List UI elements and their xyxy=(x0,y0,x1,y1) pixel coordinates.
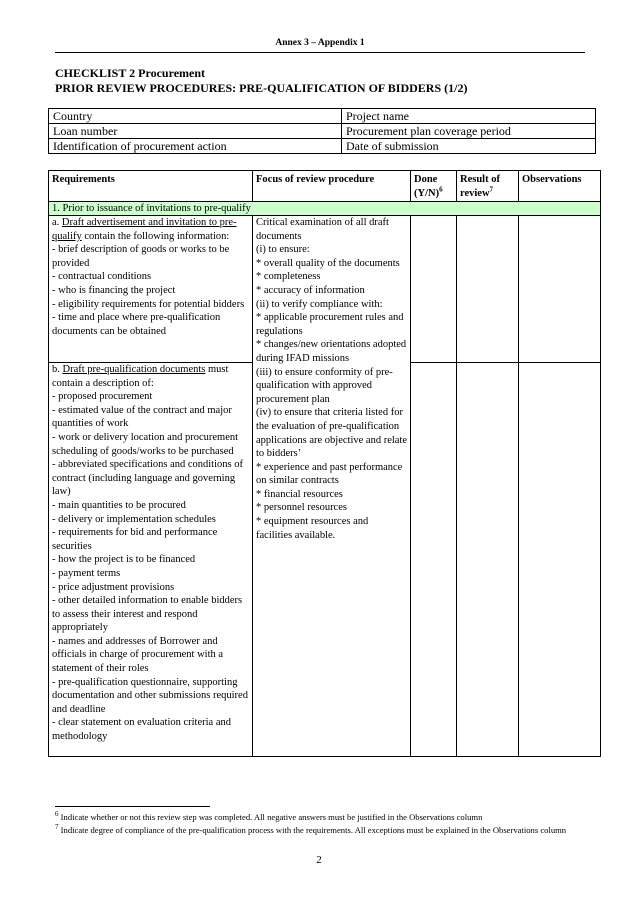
done-cell-b[interactable] xyxy=(411,363,457,757)
header-rule xyxy=(55,52,585,53)
requirement-line: - estimated value of the contract and major quantities of work xyxy=(52,404,232,430)
requirement-a-title: Draft advertisement and invitation to pre-qualify xyxy=(52,217,237,242)
title-line-1: CHECKLIST 2 Procurement xyxy=(55,66,206,80)
procurement-identification-field: Identification of procurement action xyxy=(49,139,342,154)
focus-line: * completeness xyxy=(256,271,321,283)
section-row xyxy=(49,202,601,216)
focus-line: * financial resources xyxy=(256,488,343,500)
requirement-line: - time and place where pre-qualification documents can be obtained xyxy=(52,312,221,337)
annex-header: Annex 3 – Appendix 1 xyxy=(275,38,365,48)
focus-line: * applicable procurement rules and regulations xyxy=(256,312,404,337)
country-field: Country xyxy=(49,109,342,124)
result-cell-b[interactable] xyxy=(457,363,519,757)
focus-header: Focus of review procedure xyxy=(253,171,411,202)
requirements-header: Requirements xyxy=(49,171,253,202)
observations-header: Observations xyxy=(519,171,601,202)
submission-date-field: Date of submission xyxy=(342,139,596,154)
plan-period-field: Procurement plan coverage period xyxy=(342,124,596,139)
requirement-line: - delivery or implementation schedules xyxy=(52,513,216,525)
requirement-line: - names and addresses of Borrower and officials in charge of procurement with a statement of their roles xyxy=(52,635,224,675)
requirement-line: - payment terms xyxy=(52,567,121,579)
focus-line: (iii) to ensure conformity of pre-qualification with approved procurement plan xyxy=(256,366,393,405)
focus-line: * changes/new orientations adopted during IFAD missions xyxy=(256,339,407,364)
requirement-a: a. Draft advertisement and invitation to pre-qualify contain the following information: - brief description of goods or works to be provided - contractual conditions - who is financing the project - eligibility requirements for potential bidders - time and place where pre-qualification documents can be obtained xyxy=(49,216,253,363)
requirement-line: contain the following information: xyxy=(81,230,230,242)
focus-line: Critical examination of all draft documents xyxy=(256,217,389,242)
requirement-line: must contain a description of: xyxy=(52,364,229,389)
table-header-row xyxy=(49,171,601,202)
checklist-title xyxy=(55,66,595,96)
project-name-field: Project name xyxy=(342,109,596,124)
review-checklist-table xyxy=(48,170,601,757)
loan-number-field: Loan number xyxy=(49,124,342,139)
focus-line: (iv) to ensure that criteria listed for the evaluation of pre-qualification applications are objective and relate to bidders’ xyxy=(256,407,408,460)
requirement-line: - how the project is to be financed xyxy=(52,554,196,566)
focus-of-review xyxy=(253,216,411,757)
section-1-heading: 1. Prior to issuance of invitations to pre-qualify xyxy=(49,202,601,216)
footnote-7: $^7$ Indicate degree of compliance of the pre-qualification process with the requirements. All exceptions must be explained in the Observations column xyxy=(55,823,567,835)
project-info-table xyxy=(48,108,596,154)
focus-line: * experience and past performance on similar contracts xyxy=(256,461,403,487)
observations-cell-a[interactable] xyxy=(519,216,601,363)
requirement-line: - requirements for bid and performance securities xyxy=(52,527,218,552)
requirement-line: - price adjustment provisions xyxy=(52,581,175,593)
requirement-line: - contractual conditions xyxy=(52,271,152,283)
requirement-line: - who is financing the project xyxy=(52,284,176,296)
done-cell-a[interactable] xyxy=(411,216,457,363)
requirement-line: - main quantities to be procured xyxy=(52,499,186,511)
requirement-line: - other detailed information to enable bidders to assess their interest and respond appropriately xyxy=(52,595,243,634)
footnotes xyxy=(55,812,585,838)
focus-line: * personnel resources xyxy=(256,502,347,514)
page-number: 2 xyxy=(316,854,322,866)
footnote-rule xyxy=(55,806,210,807)
requirement-line: - eligibility requirements for potential bidders xyxy=(52,298,245,310)
title-line-2: PRIOR REVIEW PROCEDURES: PRE-QUALIFICATION OF BIDDERS (1/2) xyxy=(55,81,468,95)
done-header: Done $(Y/N)^6$ xyxy=(411,171,457,202)
requirement-line: - brief description of goods or works to be provided xyxy=(52,244,230,269)
requirement-line: - proposed procurement xyxy=(52,391,153,403)
result-cell-a[interactable] xyxy=(457,216,519,363)
footnote-ref-7: 7 xyxy=(489,185,494,194)
requirement-line: - abbreviated specifications and conditions of contract (including language and governing law) xyxy=(52,459,243,498)
observations-cell-b[interactable] xyxy=(519,363,601,757)
focus-line: * accuracy of information xyxy=(256,284,365,296)
requirement-line: - work or delivery location and procurement scheduling of goods/works to be purchased xyxy=(52,431,239,457)
requirement-b: b. Draft pre-qualification documents must contain a description of: - proposed procurement - estimated value of the contract and major quantities of work - work or delivery location and procurement scheduling of goods/works to be purchased - abbreviated specifications and conditions of contract (including language and governing law) - main quantities to be procured - delivery or implementation schedules - requirements for bid and performance securities - how the project is to be financed - payment terms - price adjustment provisions - other detailed information to enable bidders to assess their interest and respond appropriately - names and addresses of Borrower and officials in charge of procurement with a statement of their roles - pre-qualification questionnaire, supporting documentation and other submissions required and deadline - clear statement on evaluation criteria and methodology xyxy=(49,363,253,757)
focus-line: * overall quality of the documents xyxy=(256,257,400,269)
footnote-6: $^6$ Indicate whether or not this review step was completed. All negative answers must be justified in the Observations column xyxy=(55,810,483,822)
requirement-b-title: Draft pre-qualification documents xyxy=(62,364,206,375)
table-row xyxy=(49,216,601,363)
requirement-line: - clear statement on evaluation criteria and methodology xyxy=(52,717,231,743)
focus-line: (i) to ensure: xyxy=(256,244,310,256)
focus-line: * equipment resources and facilities available. xyxy=(256,516,369,541)
focus-line: (ii) to verify compliance with: xyxy=(256,298,383,310)
footnote-ref-6: 6 xyxy=(439,185,443,194)
result-header: Result of review$^7$ xyxy=(457,171,519,202)
requirement-line: - pre-qualification questionnaire, supporting documentation and other submissions required and deadline xyxy=(52,676,248,715)
